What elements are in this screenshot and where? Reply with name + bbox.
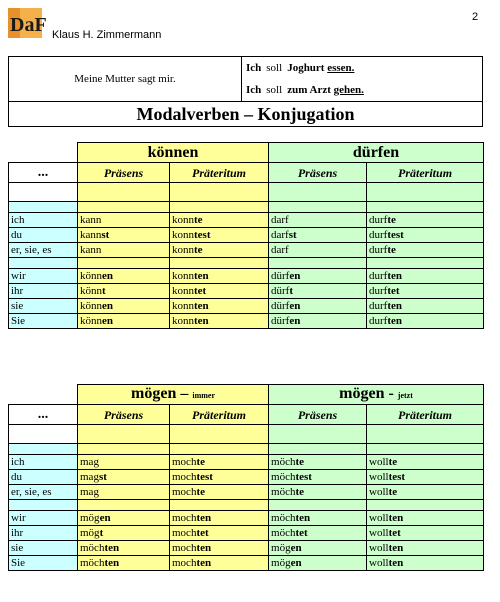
verb-stem: möch — [80, 542, 105, 554]
verb-ending: te — [388, 486, 398, 498]
verb-ending: ten — [196, 512, 212, 524]
verb-form-cell — [367, 284, 484, 299]
table-row — [9, 526, 484, 541]
verb-form-cell — [269, 299, 367, 314]
verb-form-cell — [367, 541, 484, 556]
verb-form-cell — [269, 556, 367, 571]
verb-form-cell — [170, 526, 269, 541]
verb-stem: durf — [369, 285, 388, 297]
person-pronoun: ich — [9, 455, 78, 470]
intro-table — [8, 56, 483, 127]
verb-ending: ten — [387, 315, 403, 327]
verb-ending: test — [196, 471, 213, 483]
verb-form-cell — [269, 213, 367, 228]
verb-ending: ten — [104, 557, 120, 569]
verb-stem: woll — [369, 486, 389, 498]
verb-stem: moch — [172, 456, 197, 468]
person-pronoun: sie — [9, 299, 78, 314]
verb-stem: mög — [271, 542, 291, 554]
verb-stem: konn — [172, 229, 194, 241]
table-row — [9, 314, 484, 329]
verb-form-cell — [78, 485, 170, 500]
verb-form-cell — [269, 511, 367, 526]
verb-ending: st — [101, 229, 110, 241]
verb-form-cell — [367, 470, 484, 485]
sentence-1-modal: soll — [266, 62, 283, 74]
verb-ending: en — [99, 512, 111, 524]
corner-cell — [9, 143, 78, 163]
sentence-2-modal: soll — [266, 84, 283, 96]
verb-form-cell — [170, 485, 269, 500]
verb-ending: test — [387, 229, 404, 241]
verb-form-cell — [170, 314, 269, 329]
sentence-2-object: zum Arzt — [287, 84, 331, 96]
verb-stem: moch — [172, 471, 197, 483]
table-row — [9, 228, 484, 243]
verb-header-moegen-immer-dash: – — [176, 384, 193, 402]
verb-stem: moch — [172, 527, 197, 539]
table-row — [9, 243, 484, 258]
verb-form-cell — [367, 314, 484, 329]
page-number: 2 — [472, 11, 479, 23]
verb-header-moegen-immer-word: mögen — [131, 384, 177, 402]
sentence-2-subject: Ich — [246, 84, 262, 96]
verb-stem: könn — [80, 300, 102, 312]
mother-says-cell: Meine Mutter sagt mir. — [9, 57, 242, 102]
verb-stem: mag — [80, 471, 99, 483]
verb-form-cell — [367, 299, 484, 314]
table-row — [9, 269, 484, 284]
corner-cell — [9, 385, 78, 405]
sentence-1-verb: essen. — [327, 62, 355, 74]
author-name: Klaus H. Zimmermann — [52, 29, 162, 41]
verb-header-moegen-immer — [78, 385, 269, 405]
verb-form-cell — [78, 455, 170, 470]
verb-form-cell — [78, 511, 170, 526]
person-pronoun: er, sie, es — [9, 485, 78, 500]
verb-stem: konn — [172, 315, 194, 327]
verb-stem: konn — [172, 300, 194, 312]
verb-ending: tet — [196, 527, 209, 539]
verb-ending: en — [290, 557, 302, 569]
verb-form-cell — [269, 455, 367, 470]
verb-ending: te — [388, 456, 398, 468]
verb-header-duerfen: dürfen — [269, 143, 484, 163]
verb-stem: dürf — [271, 300, 290, 312]
verb-form-cell — [78, 526, 170, 541]
verb-ending: en — [102, 270, 113, 282]
verb-stem: woll — [369, 512, 389, 524]
verb-ending: te — [196, 456, 205, 468]
verb-ending: tet — [194, 285, 207, 297]
person-pronoun: sie — [9, 541, 78, 556]
table-row — [9, 511, 484, 526]
verb-stem: woll — [369, 456, 389, 468]
verb-stem: dürf — [271, 270, 290, 282]
verb-form-cell — [170, 299, 269, 314]
verb-ending: te — [387, 214, 396, 226]
verb-ending: ten — [295, 512, 311, 524]
verb-form-cell — [170, 455, 269, 470]
verb-stem: mög — [271, 557, 291, 569]
sentence-2 — [242, 79, 483, 102]
verb-ending: ten — [194, 315, 209, 327]
verb-ending: ten — [194, 300, 209, 312]
person-pronoun: du — [9, 228, 78, 243]
verb-ending: test — [388, 471, 406, 483]
verb-stem: konn — [172, 214, 194, 226]
verb-stem: darf — [271, 214, 289, 226]
verb-stem: durf — [369, 214, 388, 226]
verb-form-cell — [367, 213, 484, 228]
verb-ending: test — [194, 229, 211, 241]
verb-stem: darf — [271, 244, 289, 256]
table-row — [9, 556, 484, 571]
verb-form-cell — [269, 541, 367, 556]
verb-form-cell — [269, 314, 367, 329]
verb-stem: konn — [172, 285, 194, 297]
person-pronoun: ich — [9, 213, 78, 228]
tense-header: Präteritum — [367, 163, 484, 183]
verb-stem: möch — [271, 486, 296, 498]
verb-stem: woll — [369, 542, 389, 554]
verb-form-cell — [367, 485, 484, 500]
verb-ending: te — [194, 244, 203, 256]
conjugation-table-koennen-duerfen — [8, 142, 484, 329]
tense-header: Präsens — [269, 163, 367, 183]
tense-header: Präsens — [78, 163, 170, 183]
verb-stem: möch — [80, 557, 105, 569]
verb-ending: test — [295, 471, 312, 483]
verb-stem: mög — [80, 512, 100, 524]
verb-stem: moch — [172, 486, 197, 498]
verb-ending: ten — [196, 542, 212, 554]
verb-ending: st — [98, 471, 107, 483]
verb-form-cell — [269, 470, 367, 485]
verb-form-cell — [170, 511, 269, 526]
person-pronoun: er, sie, es — [9, 243, 78, 258]
sentence-1-subject: Ich — [246, 62, 262, 74]
verb-form-cell — [269, 485, 367, 500]
verb-ending: te — [295, 486, 305, 498]
verb-stem: moch — [172, 557, 197, 569]
verb-form-cell — [269, 269, 367, 284]
table-row — [9, 455, 484, 470]
person-header: ... — [9, 163, 78, 183]
verb-form-cell — [170, 284, 269, 299]
person-pronoun: wir — [9, 511, 78, 526]
conjugation-table-moegen — [8, 384, 484, 571]
verb-ending: en — [289, 315, 301, 327]
verb-note-immer: immer — [192, 390, 215, 400]
tense-header: Präsens — [269, 405, 367, 425]
verb-form-cell — [170, 269, 269, 284]
verb-stem: mög — [80, 527, 100, 539]
person-pronoun: ihr — [9, 284, 78, 299]
verb-form-cell — [269, 284, 367, 299]
table-row — [9, 541, 484, 556]
verb-ending: t — [102, 285, 106, 297]
table-row — [9, 299, 484, 314]
verb-stem: durf — [369, 229, 388, 241]
verb-form-cell — [367, 455, 484, 470]
verb-ending: te — [196, 486, 205, 498]
verb-note-jetzt: jetzt — [397, 390, 413, 400]
verb-stem: kann — [80, 244, 102, 256]
verb-stem: dürf — [271, 315, 290, 327]
verb-form-cell — [78, 314, 170, 329]
table-row — [9, 284, 484, 299]
verb-stem: kann — [80, 229, 102, 241]
verb-stem: möch — [271, 456, 296, 468]
verb-stem: durf — [369, 244, 388, 256]
verb-stem: mag — [80, 486, 99, 498]
verb-form-cell — [170, 556, 269, 571]
verb-stem: woll — [369, 471, 389, 483]
person-pronoun: du — [9, 470, 78, 485]
tense-header: Präteritum — [367, 405, 484, 425]
person-header: ... — [9, 405, 78, 425]
verb-form-cell — [78, 470, 170, 485]
verb-ending: te — [295, 456, 305, 468]
verb-stem: konn — [172, 244, 194, 256]
tense-header: Präteritum — [170, 163, 269, 183]
verb-form-cell — [367, 526, 484, 541]
verb-stem: könn — [80, 270, 102, 282]
verb-ending: ten — [387, 300, 403, 312]
verb-form-cell — [78, 541, 170, 556]
verb-form-cell — [170, 470, 269, 485]
verb-stem: darf — [271, 229, 289, 241]
verb-stem: durf — [369, 315, 388, 327]
verb-ending: ten — [387, 270, 403, 282]
verb-form-cell — [78, 284, 170, 299]
daf-logo — [8, 8, 47, 38]
verb-stem: woll — [369, 527, 389, 539]
verb-ending: tet — [388, 527, 401, 539]
verb-stem: mag — [80, 456, 99, 468]
verb-form-cell — [170, 228, 269, 243]
person-pronoun: Sie — [9, 314, 78, 329]
verb-stem: moch — [172, 512, 197, 524]
sentence-2-verb: gehen. — [333, 84, 364, 96]
verb-form-cell — [170, 243, 269, 258]
verb-form-cell — [78, 556, 170, 571]
table-row — [9, 485, 484, 500]
verb-ending: en — [290, 542, 302, 554]
person-pronoun: ihr — [9, 526, 78, 541]
verb-form-cell — [78, 228, 170, 243]
verb-ending: te — [194, 214, 203, 226]
verb-ending: en — [102, 300, 113, 312]
sentence-1 — [242, 57, 483, 80]
verb-form-cell — [367, 556, 484, 571]
verb-ending: en — [289, 270, 301, 282]
table-row — [9, 213, 484, 228]
verb-ending: ten — [388, 512, 404, 524]
page-title: Modalverben – Konjugation — [9, 102, 483, 127]
verb-stem: möch — [271, 527, 296, 539]
verb-form-cell — [78, 299, 170, 314]
verb-stem: konn — [172, 270, 194, 282]
tense-header: Präteritum — [170, 405, 269, 425]
verb-ending: ten — [388, 542, 404, 554]
verb-form-cell — [269, 243, 367, 258]
verb-ending: ten — [196, 557, 212, 569]
person-pronoun: wir — [9, 269, 78, 284]
person-pronoun: Sie — [9, 556, 78, 571]
verb-form-cell — [78, 269, 170, 284]
verb-form-cell — [367, 511, 484, 526]
svg-text:DaF: DaF — [10, 14, 47, 36]
verb-form-cell — [269, 228, 367, 243]
verb-header-koennen: können — [78, 143, 269, 163]
verb-stem: durf — [369, 300, 388, 312]
verb-stem: könn — [80, 315, 102, 327]
verb-stem: möch — [271, 471, 296, 483]
verb-stem: dürf — [271, 285, 290, 297]
verb-form-cell — [367, 243, 484, 258]
sentence-1-object: Joghurt — [287, 62, 325, 74]
verb-form-cell — [170, 541, 269, 556]
verb-header-moegen-jetzt-word: mögen — [339, 384, 385, 402]
verb-stem: woll — [369, 557, 389, 569]
verb-ending: st — [288, 229, 297, 241]
verb-ending: en — [102, 315, 113, 327]
verb-ending: ten — [388, 557, 404, 569]
verb-ending: tet — [295, 527, 308, 539]
verb-ending: en — [289, 300, 301, 312]
verb-stem: moch — [172, 542, 197, 554]
verb-form-cell — [78, 213, 170, 228]
verb-form-cell — [170, 213, 269, 228]
verb-form-cell — [78, 243, 170, 258]
verb-stem: durf — [369, 270, 388, 282]
verb-form-cell — [367, 269, 484, 284]
verb-header-moegen-jetzt — [269, 385, 484, 405]
verb-ending: ten — [104, 542, 120, 554]
verb-ending: tet — [387, 285, 400, 297]
verb-form-cell — [269, 526, 367, 541]
tense-header: Präsens — [78, 405, 170, 425]
verb-stem: möch — [271, 512, 296, 524]
table-row — [9, 470, 484, 485]
verb-ending: te — [387, 244, 396, 256]
verb-ending: t — [289, 285, 294, 297]
verb-form-cell — [367, 228, 484, 243]
verb-ending: ten — [194, 270, 209, 282]
verb-header-moegen-jetzt-dash: - — [384, 384, 398, 402]
verb-stem: kann — [80, 214, 102, 226]
verb-ending: t — [99, 527, 104, 539]
verb-stem: könn — [80, 285, 102, 297]
